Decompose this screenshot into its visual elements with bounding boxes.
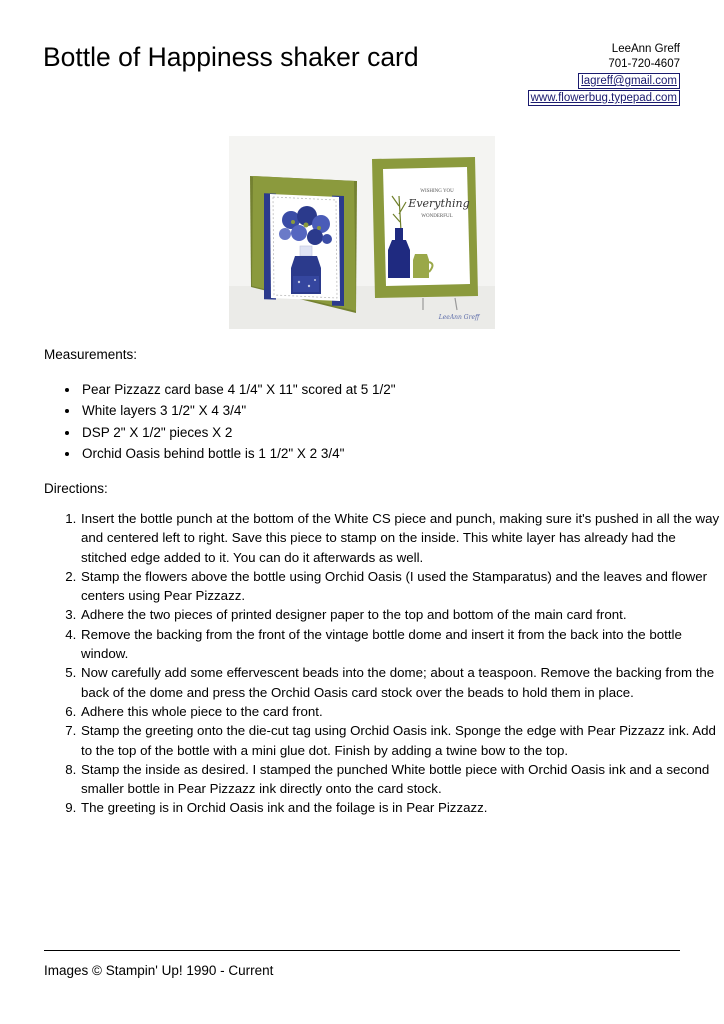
list-item: 9. The greeting is in Orchid Oasis ink and the foilage is in Pear Pizzazz. <box>80 798 720 817</box>
list-item: 8. Stamp the inside as desired. I stamped the punched White bottle piece with Orchid Oasis ink and a second smaller bottle in Pear Pizzazz ink directly onto the card stock. <box>80 760 720 799</box>
directions-heading: Directions: <box>44 481 108 496</box>
list-item: • White layers 3 1/2" X 4 3/4" <box>80 400 720 421</box>
measurements-list <box>44 379 720 465</box>
contact-block <box>528 42 680 106</box>
footer-divider <box>44 950 680 951</box>
list-item: 1. Insert the bottle punch at the bottom of the White CS piece and punch, making sure it's pushed in all the way and centered left to right. Save this piece to stamp on the inside. This white layer has already had the stitched edge added to it. You can do it afterwards as well. <box>80 509 720 567</box>
contact-website-link[interactable]: www.flowerbug.typepad.com <box>528 90 680 106</box>
list-item: 7. Stamp the greeting onto the die-cut tag using Orchid Oasis ink. Sponge the edge with Pear Pizzazz ink. Add to the top of the bottle with a mini glue dot. Finish by adding a twine bow to the top. <box>80 721 720 760</box>
card-photo <box>229 136 495 329</box>
contact-name: LeeAnn Greff <box>611 43 680 55</box>
list-item: • Pear Pizzazz card base 4 1/4" X 11" scored at 5 1/2" <box>80 379 720 400</box>
page-title: Bottle of Happiness shaker card <box>43 42 419 72</box>
list-item: 2. Stamp the flowers above the bottle using Orchid Oasis (I used the Stamparatus) and the leaves and flower centers using Pear Pizzazz. <box>80 567 720 606</box>
footer-copyright: Images © Stampin' Up! 1990 - Current <box>44 963 274 978</box>
contact-phone: 701-720-4607 <box>608 58 680 70</box>
list-item: 6. Adhere this whole piece to the card front. <box>80 702 720 721</box>
contact-email-link[interactable]: lagreff@gmail.com <box>578 73 680 89</box>
photo-signature: LeeAnn Greff <box>438 314 480 321</box>
right-card <box>372 157 478 310</box>
list-item: • Orchid Oasis behind bottle is 1 1/2" X 2 3/4" <box>80 443 720 464</box>
greeting-text: Everything <box>408 197 470 210</box>
left-card <box>250 176 357 313</box>
svg-text:WISHING YOU: WISHING YOU <box>420 189 454 194</box>
card-photo-illustration <box>229 136 495 329</box>
list-item: 5. Now carefully add some effervescent beads into the dome; about a teaspoon. Remove the backing from the back of the dome and press the Orchid Oasis card stock over the beads to hold them in place. <box>80 663 720 702</box>
list-item: 3. Adhere the two pieces of printed designer paper to the top and bottom of the main card front. <box>80 605 720 624</box>
directions-list <box>44 509 720 818</box>
list-item: 4. Remove the backing from the front of the vintage bottle dome and insert it from the back into the bottle window. <box>80 625 720 664</box>
measurements-heading: Measurements: <box>44 347 138 362</box>
svg-text:WONDERFUL: WONDERFUL <box>421 214 453 219</box>
list-item: • DSP 2" X 1/2" pieces X 2 <box>80 422 720 443</box>
